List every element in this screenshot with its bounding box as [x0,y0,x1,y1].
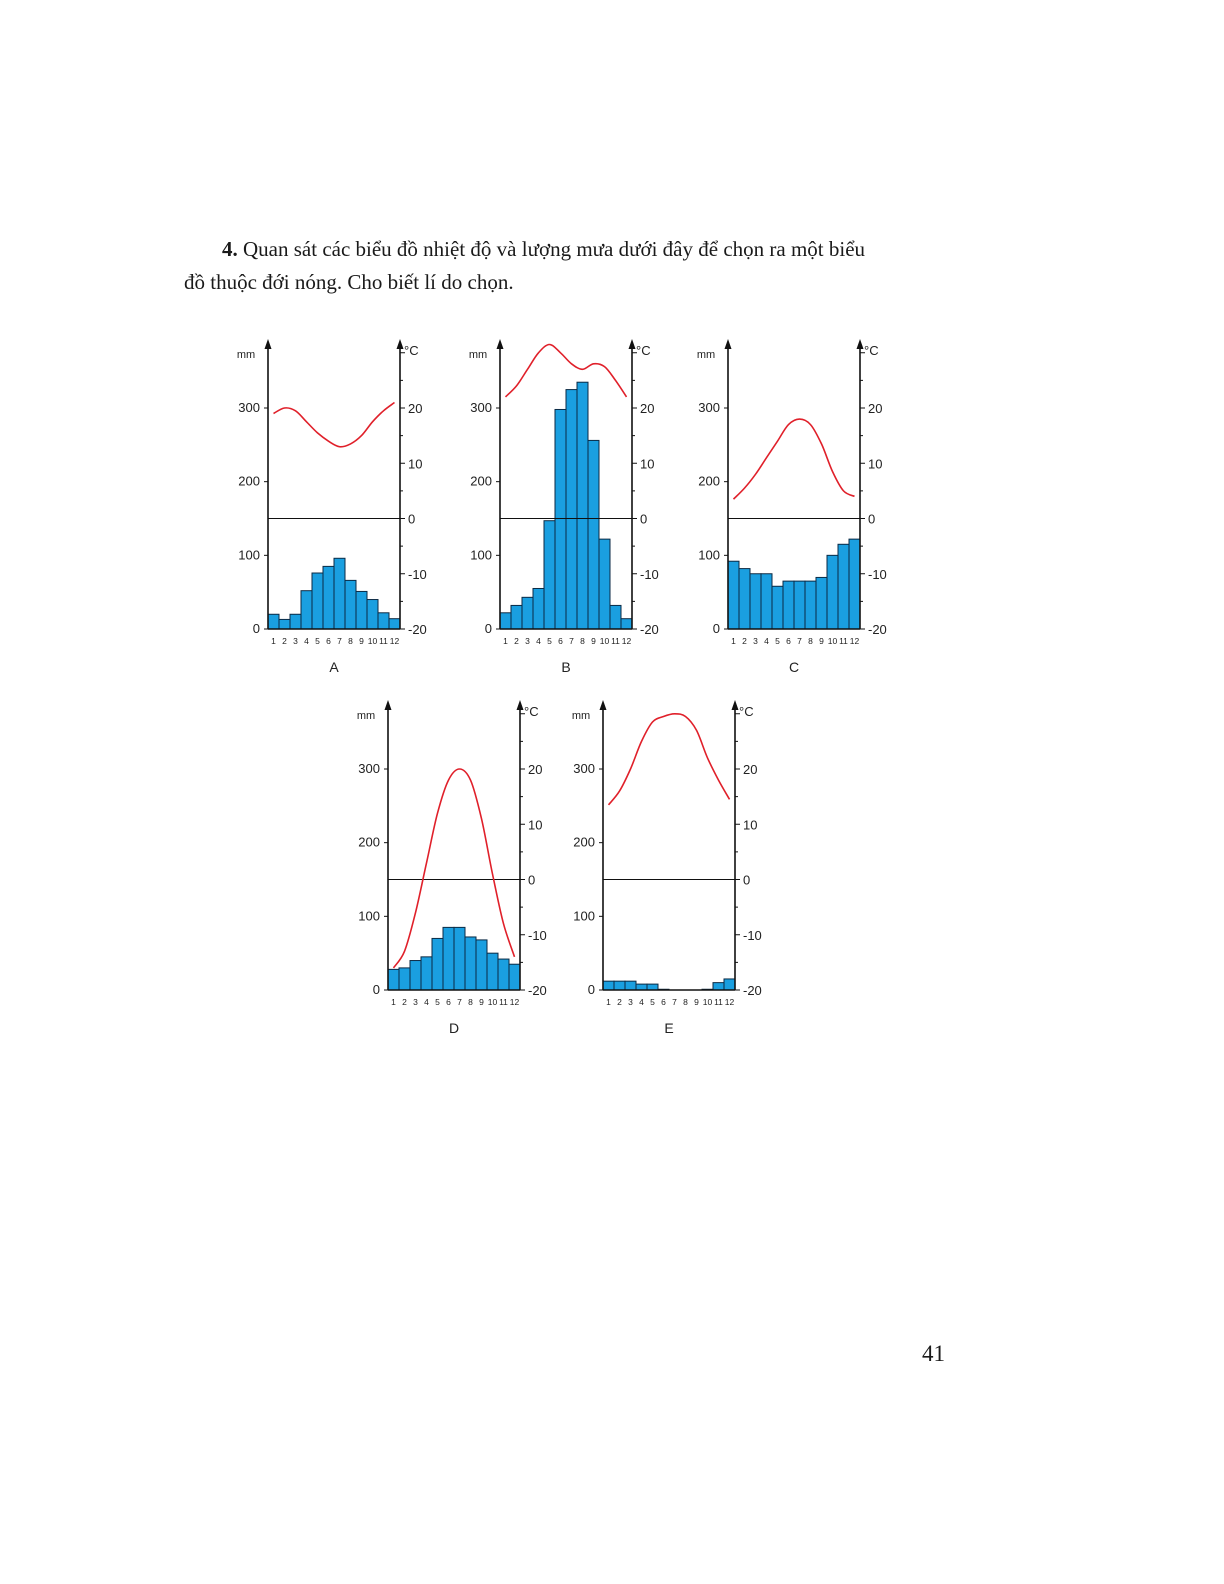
rainfall-bar [378,613,389,629]
left-axis-tick-label: 100 [573,908,595,924]
right-axis-tick-label: -20 [408,622,427,637]
rainfall-bar [279,619,290,629]
month-label: 10 [827,636,838,646]
rainfall-bar [301,591,312,629]
rainfall-bar [566,390,577,629]
rainfall-bar [739,569,750,629]
rainfall-bar [544,521,555,629]
month-label: 5 [315,636,320,646]
rainfall-bar [610,605,621,629]
left-axis-tick-label: 100 [470,547,492,563]
month-label: 3 [628,997,633,1007]
month-label: 3 [753,636,758,646]
right-axis-tick-label: -10 [743,927,762,943]
month-label: 7 [797,636,802,646]
right-axis-arrow [629,339,636,349]
rainfall-bar [533,588,544,629]
rainfall-bar [432,938,443,990]
right-axis-tick-label: -20 [868,622,887,637]
month-label: 4 [304,636,309,646]
month-label: 12 [724,997,735,1007]
month-label: 4 [424,997,429,1007]
left-axis-tick-label: 100 [358,908,380,924]
month-label: 12 [849,636,860,646]
month-label: 9 [479,997,484,1007]
rainfall-bar [588,440,599,629]
month-label: 11 [379,636,388,646]
month-label: 5 [435,997,440,1007]
month-label: 8 [808,636,813,646]
right-axis-tick-label: 10 [528,817,543,833]
left-axis-tick-label: 100 [238,547,260,563]
month-label: 2 [617,997,622,1007]
left-axis-tick-label: 0 [712,621,720,636]
month-label: 8 [348,636,353,646]
left-axis-tick-label: 0 [587,982,595,997]
month-label: 6 [326,636,331,646]
left-axis-tick-label: 200 [238,473,260,489]
chart-title: C [788,659,800,675]
right-axis-tick-label: 20 [743,762,758,777]
month-label: 1 [391,997,396,1007]
right-axis-tick-label: 10 [743,817,758,833]
rainfall-bar [816,577,827,629]
rainfall-bar [724,979,735,990]
month-label: 12 [509,997,520,1007]
rainfall-bar [599,539,610,629]
rainfall-bar [388,969,399,990]
rainfall-bar [827,555,838,629]
month-label: 9 [694,997,699,1007]
month-label: 9 [359,636,364,646]
month-label: 9 [819,636,824,646]
rainfall-bar [728,561,739,629]
month-label: 2 [402,997,407,1007]
month-label: 11 [714,997,723,1007]
month-label: 3 [293,636,298,646]
month-label: 7 [569,636,574,646]
rainfall-bar [772,586,783,629]
left-axis-tick-label: 300 [238,400,260,415]
rainfall-bar [555,409,566,629]
rainfall-bar [509,964,520,990]
rainfall-bar [794,581,805,629]
left-axis-arrow [385,700,392,710]
left-axis-tick-label: 200 [358,834,380,850]
right-axis-tick-label: 20 [868,401,883,416]
rainfall-bar [487,953,498,990]
climate-chart-d [348,696,548,1046]
question-line-1 [184,233,964,266]
right-axis-unit: °C [404,343,419,358]
question-text [184,233,964,299]
right-axis-arrow [397,339,404,349]
rainfall-bar [268,614,279,629]
rainfall-bar [323,566,334,629]
rainfall-bar [465,937,476,990]
right-axis-tick-label: -10 [640,566,659,582]
rainfall-bar [389,619,400,629]
right-axis-tick-label: 0 [408,511,416,527]
month-label: 9 [591,636,596,646]
right-axis-tick-label: 0 [868,511,876,527]
month-label: 10 [599,636,610,646]
right-axis-tick-label: -10 [868,566,887,582]
rainfall-bar [312,573,323,629]
month-label: 1 [271,636,276,646]
month-label: 2 [742,636,747,646]
climate-chart-b [460,335,660,685]
rainfall-bar [421,957,432,990]
left-axis-arrow [265,339,272,349]
month-label: 5 [775,636,780,646]
chart-title: B [561,659,571,675]
month-label: 6 [558,636,563,646]
rainfall-bar [334,558,345,629]
rainfall-bar [290,614,301,629]
rainfall-bar [713,983,724,990]
month-label: 6 [661,997,666,1007]
rainfall-bar [367,600,378,629]
question-number: 4. [222,237,238,261]
left-axis-tick-label: 100 [698,547,720,563]
month-label: 10 [367,636,378,646]
left-axis-tick-label: 0 [484,621,492,636]
rainfall-bar [636,984,647,990]
month-label: 2 [282,636,287,646]
rainfall-bar [625,981,636,990]
month-label: 4 [764,636,769,646]
right-axis-tick-label: 20 [528,762,543,777]
month-label: 12 [389,636,400,646]
right-axis-tick-label: -20 [528,983,547,998]
climate-chart-a [228,335,428,685]
month-label: 2 [514,636,519,646]
right-axis-unit: °C [636,343,651,358]
left-axis-unit: mm [696,349,716,361]
month-label: 4 [536,636,541,646]
month-label: 11 [839,636,848,646]
left-axis-unit: mm [571,710,591,722]
chart-title: A [329,659,339,675]
left-axis-tick-label: 0 [252,621,260,636]
rainfall-bar [621,619,632,629]
left-axis-tick-label: 300 [698,400,720,415]
rainfall-bar [761,574,772,629]
right-axis-arrow [732,700,739,710]
right-axis-tick-label: 0 [528,872,536,888]
right-axis-tick-label: -10 [528,927,547,943]
month-label: 1 [731,636,736,646]
month-label: 8 [683,997,688,1007]
left-axis-tick-label: 300 [573,761,595,776]
right-axis-tick-label: -20 [743,983,762,998]
right-axis-unit: °C [864,343,879,358]
month-label: 8 [468,997,473,1007]
temperature-line [274,403,395,447]
month-label: 10 [702,997,713,1007]
month-label: 7 [457,997,462,1007]
rainfall-bar [805,581,816,629]
climate-chart-c [688,335,888,685]
month-label: 1 [606,997,611,1007]
rainfall-bar [838,544,849,629]
left-axis-arrow [600,700,607,710]
right-axis-tick-label: 10 [408,456,423,472]
question-line-1-text: Quan sát các biểu đồ nhiệt độ và lượng mưa dưới đây để chọn ra một biểu [243,237,866,261]
month-label: 11 [611,636,620,646]
left-axis-unit: mm [356,710,376,722]
rainfall-bar [614,981,625,990]
rainfall-bar [498,959,509,990]
right-axis-tick-label: 0 [640,511,648,527]
left-axis-tick-label: 200 [698,473,720,489]
right-axis-arrow [517,700,524,710]
rainfall-bar [399,968,410,990]
month-label: 8 [580,636,585,646]
rainfall-bar [849,539,860,629]
right-axis-tick-label: 20 [408,401,423,416]
rainfall-bar [750,574,761,629]
rainfall-bar [522,597,533,629]
month-label: 3 [413,997,418,1007]
rainfall-bar [603,981,614,990]
left-axis-arrow [725,339,732,349]
rainfall-bar [454,927,465,990]
rainfall-bar [476,940,487,990]
right-axis-unit: °C [739,704,754,719]
rainfall-bar [443,927,454,990]
rainfall-bar [345,580,356,629]
left-axis-tick-label: 300 [358,761,380,776]
climate-chart-e [563,696,763,1046]
rainfall-bar [356,591,367,629]
rainfall-bar [647,984,658,990]
month-label: 11 [499,997,508,1007]
temperature-line [734,419,855,499]
month-label: 7 [672,997,677,1007]
temperature-line [506,345,627,397]
month-label: 5 [650,997,655,1007]
month-label: 6 [446,997,451,1007]
right-axis-arrow [857,339,864,349]
right-axis-tick-label: 0 [743,872,751,888]
month-label: 10 [487,997,498,1007]
left-axis-tick-label: 0 [372,982,380,997]
right-axis-tick-label: 20 [640,401,655,416]
right-axis-tick-label: -20 [640,622,659,637]
temperature-line [609,714,730,805]
month-label: 3 [525,636,530,646]
right-axis-unit: °C [524,704,539,719]
rainfall-bar [410,961,421,990]
left-axis-tick-label: 200 [573,834,595,850]
rainfall-bar [500,613,511,629]
month-label: 6 [786,636,791,646]
chart-title: E [664,1020,674,1036]
month-label: 7 [337,636,342,646]
question-line-2: đồ thuộc đới nóng. Cho biết lí do chọn. [184,270,514,294]
rainfall-bar [577,382,588,629]
page-number: 41 [922,1341,945,1366]
left-axis-unit: mm [236,349,256,361]
left-axis-unit: mm [468,349,488,361]
left-axis-tick-label: 300 [470,400,492,415]
rainfall-bar [511,605,522,629]
right-axis-tick-label: -10 [408,566,427,582]
right-axis-tick-label: 10 [868,456,883,472]
left-axis-arrow [497,339,504,349]
left-axis-tick-label: 200 [470,473,492,489]
month-label: 1 [503,636,508,646]
month-label: 5 [547,636,552,646]
right-axis-tick-label: 10 [640,456,655,472]
month-label: 12 [621,636,632,646]
month-label: 4 [639,997,644,1007]
chart-title: D [448,1020,460,1036]
rainfall-bar [783,581,794,629]
